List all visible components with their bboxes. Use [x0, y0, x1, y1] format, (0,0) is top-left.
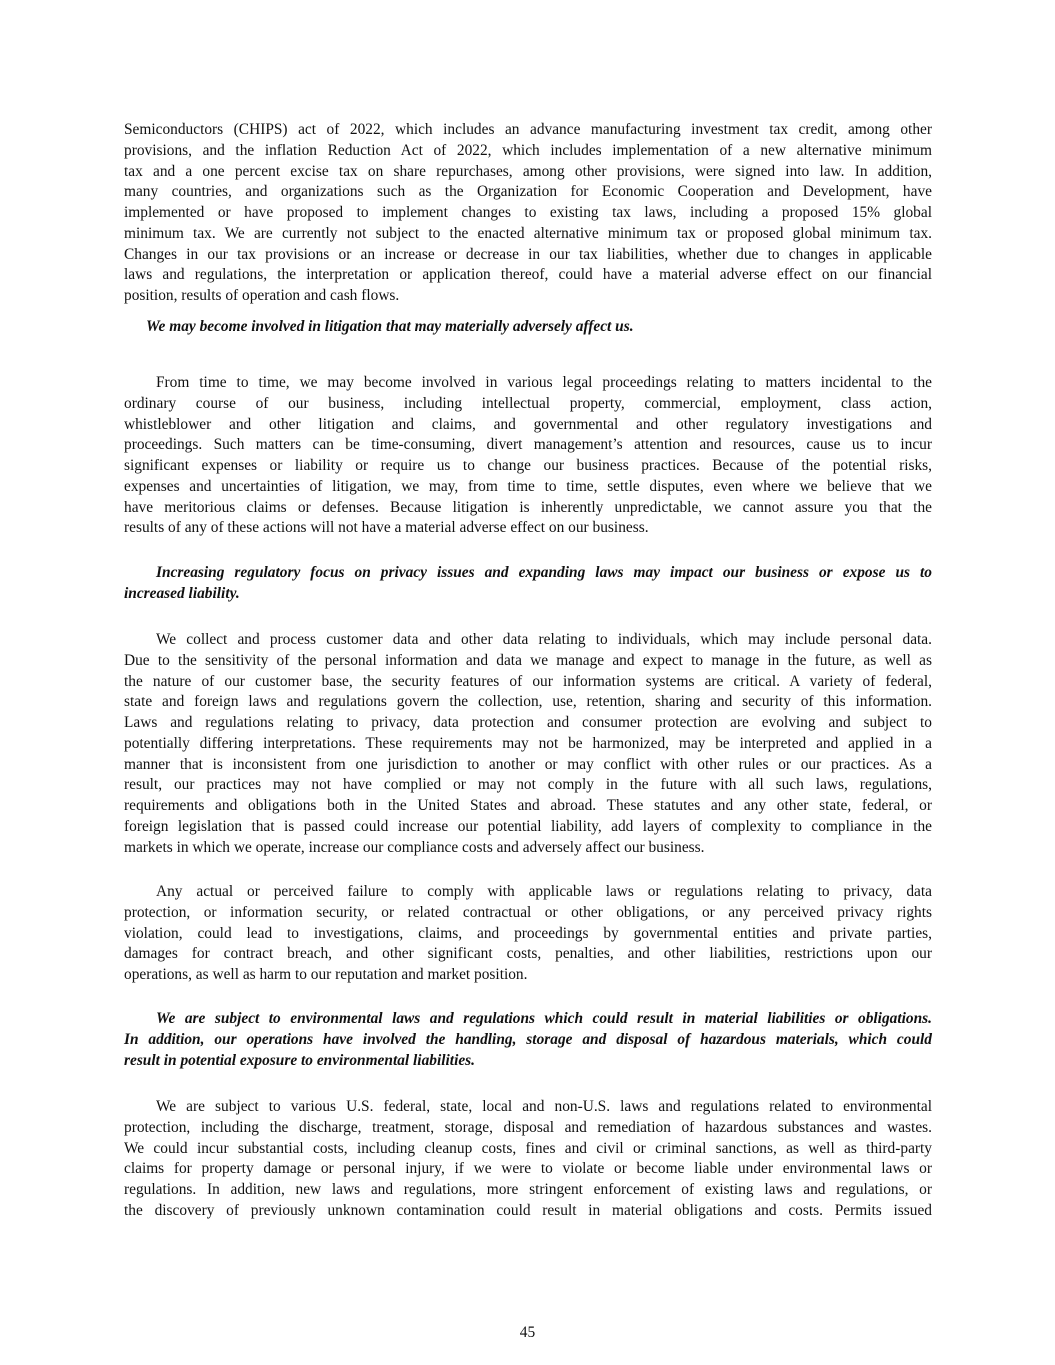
text-line: From time to time, we may become involved in various legal proceedings relating to matters incidental to the: [156, 374, 932, 391]
text-line: Semiconductors (CHIPS) act of 2022, which includes an advance manufacturing investment tax credit, among other: [124, 121, 932, 138]
section-heading: [124, 317, 932, 338]
text-line: We are subject to various U.S. federal, state, local and non-U.S. laws and regulations related to environmental: [156, 1098, 932, 1115]
text-line: In addition, our operations have involved the handling, storage and disposal of hazardous materials, which could: [124, 1030, 932, 1048]
text-line: whistleblower and other litigation and claims, and governmental and other regulatory investigations and: [124, 415, 932, 433]
text-line: Laws and regulations relating to privacy, data protection and consumer protection are evolving and subject to: [124, 714, 932, 731]
text-line: protection, or information security, or related contractual or other obligations, or any perceived privacy rights: [124, 903, 932, 921]
text-line: state and foreign laws and regulations govern the collection, use, retention, sharing and security of this information.: [124, 693, 932, 711]
paragraph: [124, 120, 932, 307]
text-line: result, our practices may not have complied or may not comply in the future with all such laws, regulations,: [124, 776, 932, 794]
paragraph: [124, 882, 932, 986]
page-number: 45: [519, 1324, 536, 1341]
text-line: laws and regulations, the interpretation or application thereof, could have a material adverse effect on our financial: [124, 266, 932, 284]
text-line: tax and a one percent excise tax on share repurchases, among other provisions, were signed into law. In addition,: [124, 162, 932, 180]
text-line: protection, including the discharge, treatment, storage, disposal and remediation of hazardous substances and wastes.: [124, 1118, 932, 1136]
text-line: have meritorious claims or defenses. Because litigation is inherently unpredictable, we cannot assure you that the: [124, 498, 932, 516]
text-line: position, results of operation and cash flows.: [124, 287, 400, 304]
text-line: provisions, and the inflation Reduction Act of 2022, which includes implementation of a new alternative minimum: [124, 141, 932, 159]
text-line: implemented or have proposed to implement changes to existing tax laws, including a proposed 15% global: [124, 204, 932, 221]
text-line: ordinary course of our business, including intellectual property, commercial, employment, class action,: [124, 394, 932, 412]
text-line: We collect and process customer data and other data relating to individuals, which may include personal data.: [156, 631, 932, 648]
text-line: result in potential exposure to environmental liabilities.: [124, 1051, 476, 1069]
text-line: We may become involved in litigation that may materially adversely affect us.: [146, 318, 634, 335]
text-line: operations, as well as harm to our reputation and market position.: [124, 966, 528, 983]
text-line: violation, could lead to investigations, claims, and proceedings by governmental entities and private parties,: [124, 924, 932, 942]
section-heading: [124, 563, 932, 605]
text-line: Due to the sensitivity of the personal information and data we manage and expect to manage in the future, as well as: [124, 651, 932, 669]
text-line: the discovery of previously unknown contamination could result in material obligations and costs. Permits issued: [124, 1201, 932, 1219]
text-line: Increasing regulatory focus on privacy issues and expanding laws may impact our business or expose us to: [156, 564, 932, 581]
text-line: regulations. In addition, new laws and regulations, more stringent enforcement of existing laws and regulations, or: [124, 1181, 932, 1198]
text-line: foreign legislation that is passed could increase our potential liability, add layers of complexity to compliance in the: [124, 817, 932, 835]
text-line: results of any of these actions will not have a material adverse effect on our business.: [124, 519, 649, 537]
section-heading: [124, 1009, 932, 1071]
text-line: manner that is inconsistent from one jurisdiction to another or may conflict with other rules or our practices. As a: [124, 755, 932, 773]
paragraph: [124, 373, 932, 539]
text-line: significant expenses or liability or require us to change our business practices. Because of the potential risks,: [124, 457, 932, 474]
text-line: the nature of our customer base, the security features of our information systems are critical. A variety of federal,: [124, 672, 932, 690]
text-line: potentially differing interpretations. These requirements may not be harmonized, may be interpreted and applied in a: [124, 734, 932, 752]
text-line: requirements and obligations both in the United States and abroad. These statutes and any other state, federal, or: [124, 797, 932, 814]
text-line: increased liability.: [124, 584, 240, 602]
paragraph: [124, 630, 932, 858]
text-line: Changes in our tax provisions or an increase or decrease in our tax liabilities, whether due to changes in applicable: [124, 245, 932, 263]
text-line: We are subject to environmental laws and regulations which could result in material liabilities or obligations.: [156, 1010, 932, 1027]
text-line: claims for property damage or personal injury, if we were to violate or become liable under environmental laws or: [124, 1160, 932, 1178]
text-line: damages for contract breach, and other significant costs, penalties, and other liabilities, restrictions upon our: [124, 945, 932, 963]
text-line: expenses and uncertainties of litigation, we may, from time to time, settle disputes, even where we believe that we: [124, 477, 932, 495]
text-line: many countries, and organizations such as the Organization for Economic Cooperation and Development, have: [124, 183, 932, 201]
text-line: proceedings. Such matters can be time-consuming, divert management’s attention and resources, cause us to incur: [124, 436, 932, 454]
text-line: minimum tax. We are currently not subject to the enacted alternative minimum tax or proposed global minimum tax.: [124, 224, 932, 242]
text-line: Any actual or perceived failure to comply with applicable laws or regulations relating to privacy, data: [156, 883, 932, 900]
text-line: markets in which we operate, increase our compliance costs and adversely affect our business.: [124, 838, 705, 856]
paragraph: [124, 1097, 932, 1222]
text-line: We could incur substantial costs, including cleanup costs, fines and civil or criminal sanctions, as well as third-party: [124, 1139, 932, 1157]
